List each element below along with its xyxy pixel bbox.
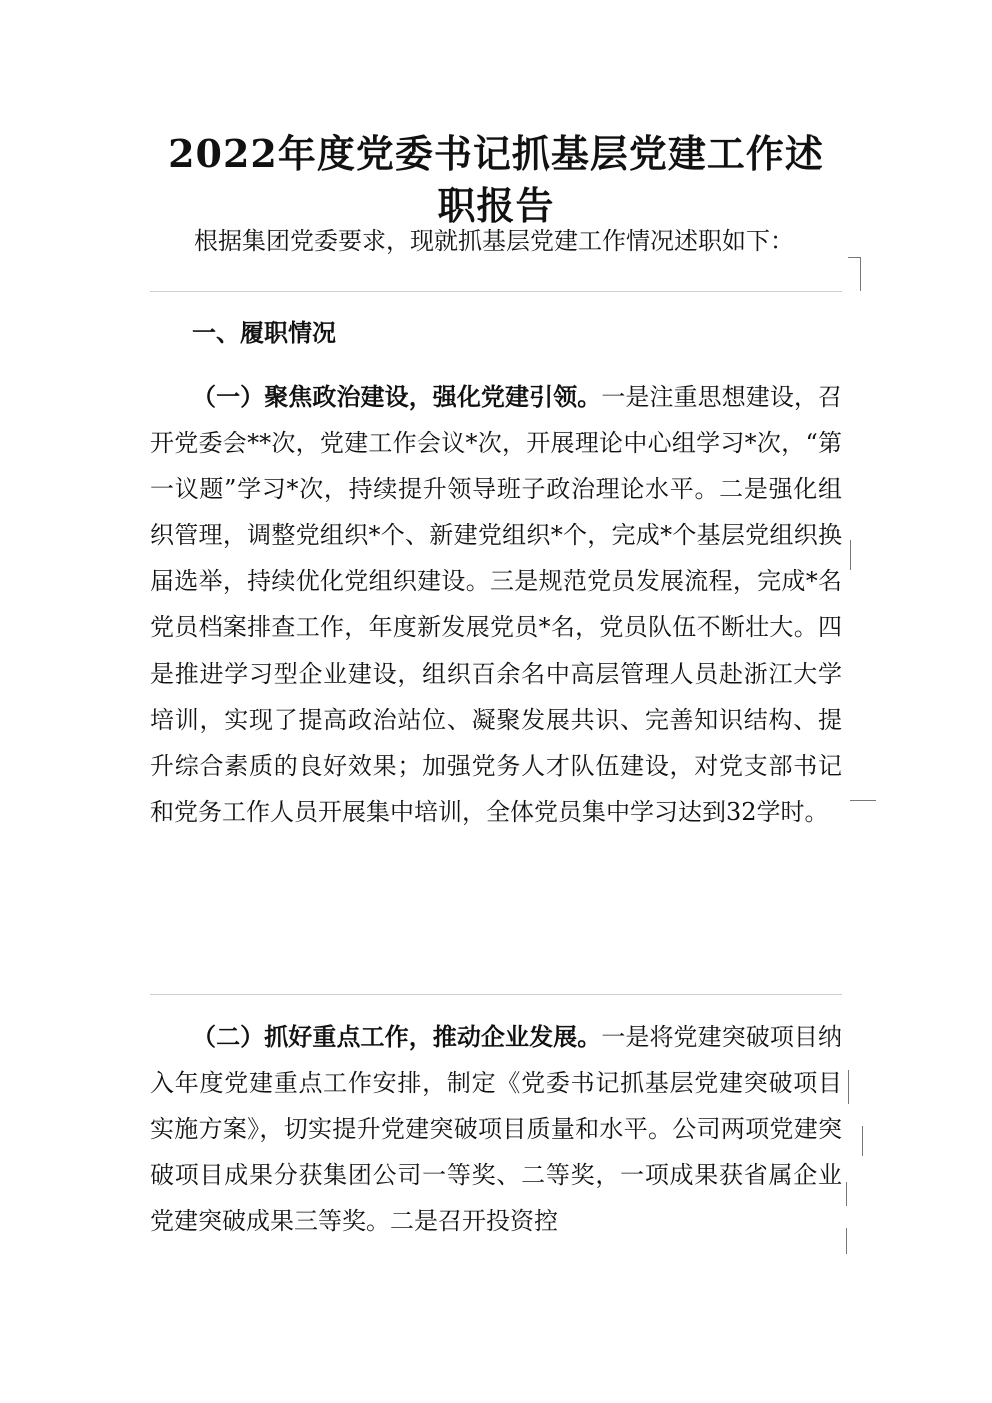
document-title: 2022年度党委书记抓基层党建工作述职报告 xyxy=(168,131,824,228)
margin-mark xyxy=(848,1070,849,1104)
section-heading: 一、履职情况 xyxy=(192,318,336,347)
paragraph-body-2: 一是将党建突破项目纳入年度党建重点工作安排，制定《党委书记抓基层党建突破项目实施方案》，切实提升党建突破项目质量和水平。公司两项党建突破项目成果分获集团公司一等奖、二等奖，一项成果获省属企业党建突破成果三等奖。二是召开投资控 xyxy=(150,1023,843,1236)
intro-paragraph: 根据集团党委要求，现就抓基层党建工作情况述职如下： xyxy=(194,227,794,255)
paragraph-body-1: 一是注重思想建设，召开党委会**次，党建工作会议*次，开展理论中心组学习*次，“第一议题”学习*次，持续提升领导班子政治理论水平。二是强化组织管理，调整党组织*个、新建党组织*个，完成*个基层党组织换届选举，持续优化党组织建设。三是规范党员发展流程，完成*名党员档案排查工作，年度新发展党员*名，党员队伍不断壮大。四是推进学习型企业建设，组织百余名中高层管理人员赴浙江大学培训，实现了提高政治站位、凝聚发展共识、完善知识结构、提升综合素质的良好效果；加强党务人才队伍建设，对党支部书记和党务工作人员开展集中培训，全体党员集中学习达到32学时。 xyxy=(150,383,843,826)
paragraph-lead-2: （二）抓好重点工作，推动企业发展。 xyxy=(192,1022,602,1051)
margin-mark xyxy=(846,1228,847,1254)
body-paragraph-2 xyxy=(150,1014,842,1244)
margin-mark xyxy=(850,540,851,570)
margin-mark xyxy=(846,1182,847,1206)
margin-mark xyxy=(860,257,861,291)
margin-mark xyxy=(848,257,860,258)
body-paragraph-1 xyxy=(150,374,842,835)
margin-mark xyxy=(850,800,876,801)
paragraph-divider xyxy=(150,994,842,995)
section-divider xyxy=(150,291,842,292)
margin-mark xyxy=(862,1126,863,1156)
paragraph-lead-1: （一）聚焦政治建设，强化党建引领。 xyxy=(192,382,602,411)
